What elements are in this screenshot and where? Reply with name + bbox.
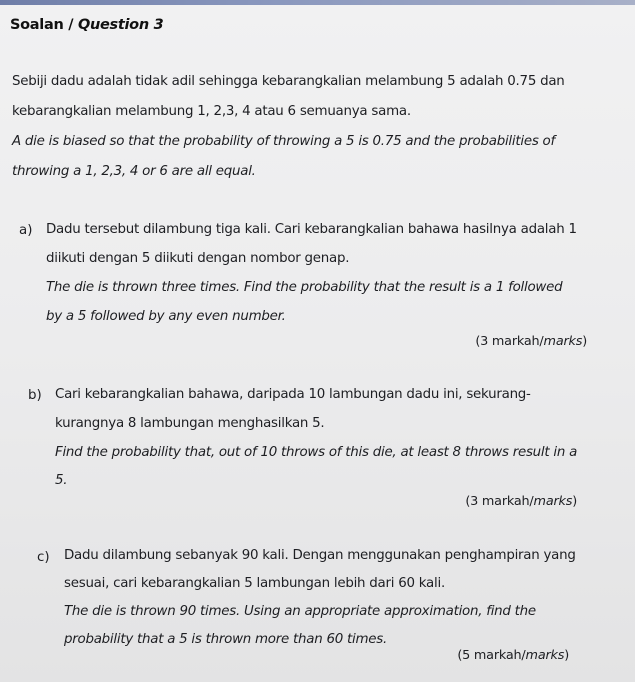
title-malay: Soalan / <box>10 17 74 33</box>
part-b-english-line-1: Find the probability that, out of 10 throws of this die, at least 8 throws result in a <box>55 445 578 460</box>
intro-malay-line-2: kebarangkalian melambung 1, 2,3, 4 atau 6 semuanya sama. <box>12 104 411 119</box>
intro-english-line-1: A die is biased so that the probability of throwing a 5 is 0.75 and the probabilities of <box>12 134 555 149</box>
part-c-marks: (5 markah/marks) <box>457 648 569 663</box>
part-b-malay-line-2: kurangnya 8 lambungan menghasilkan 5. <box>55 416 325 431</box>
part-a-label: a) <box>19 223 33 238</box>
part-b-english-line-2: 5. <box>55 473 68 488</box>
part-c-english-line-2: probability that a 5 is thrown more than 60 times. <box>64 632 387 647</box>
intro-malay-line-1: Sebiji dadu adalah tidak adil sehingga kebarangkalian melambung 5 adalah 0.75 dan <box>12 74 565 89</box>
part-a-malay-line-1: Dadu tersebut dilambung tiga kali. Cari kebarangkalian bahawa hasilnya adalah 1 <box>46 222 577 237</box>
part-b-malay-line-1: Cari kebarangkalian bahawa, daripada 10 lambungan dadu ini, sekurang- <box>55 387 531 402</box>
part-c-label: c) <box>37 550 50 565</box>
part-b-marks: (3 markah/marks) <box>465 494 577 509</box>
part-c-english-line-1: The die is thrown 90 times. Using an appropriate approximation, find the <box>64 604 536 619</box>
part-c-malay-line-1: Dadu dilambung sebanyak 90 kali. Dengan menggunakan penghampiran yang <box>64 548 576 563</box>
part-c-malay-line-2: sesuai, cari kebarangkalian 5 lambungan lebih dari 60 kali. <box>64 576 445 591</box>
part-a-marks: (3 markah/marks) <box>475 334 587 349</box>
question-title <box>10 17 163 33</box>
part-a-malay-line-2: diikuti dengan 5 diikuti dengan nombor genap. <box>46 251 350 266</box>
part-a-english-line-1: The die is thrown three times. Find the probability that the result is a 1 followed <box>46 280 563 295</box>
part-a-english-line-2: by a 5 followed by any even number. <box>46 309 286 324</box>
title-english: Question 3 <box>77 17 164 33</box>
part-b-label: b) <box>28 388 42 403</box>
intro-english-line-2: throwing a 1, 2,3, 4 or 6 are all equal. <box>12 164 256 179</box>
